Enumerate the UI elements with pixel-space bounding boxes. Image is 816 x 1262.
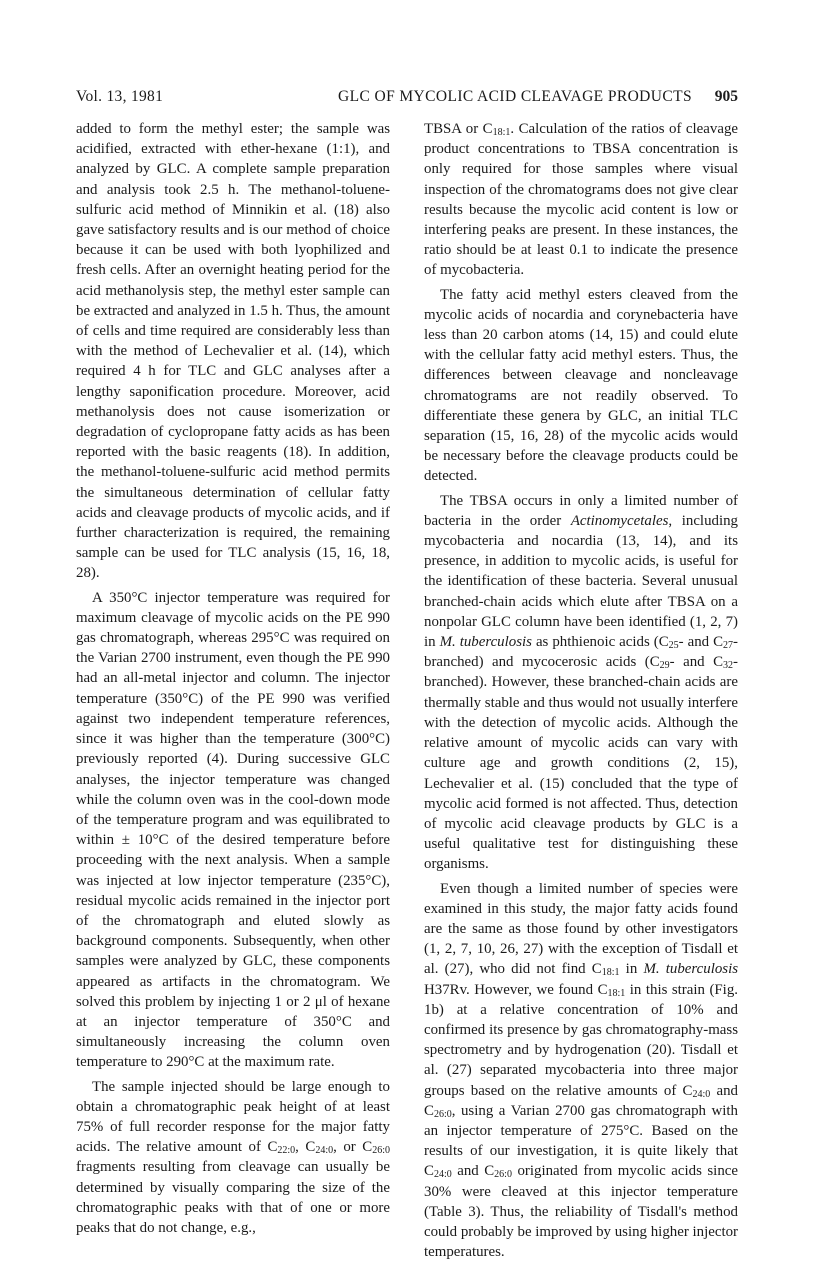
right-paragraph-3: The TBSA occurs in only a limited number of bacteria in the order Actinomycetales, including mycobacteria and nocardia (13, 14), and its presence, in addition to mycolic acids, is useful for the identification of these bacteria. Several unusual branched-chain acids which elute after TBSA on a nonpolar GLC column have been identified (1, 2, 7) in M. tuberculosis as phthienoic acids ($C_{25}-$ and $C_{27}-branched$) and mycocerosic acids ($C_{29}-$ and $C_{32}-branched$). However, these branched-chain acids are thermally stable and thus would not usually interfere with the detection of mycolic acids. Although the relative amount of mycolic acids can vary with culture age and growth conditions (2, 15), Lechevalier et al. (15) concluded that the type of mycolic acid formed is not affected. Thus, detection of mycolic acid cleavage products by GLC is a useful qualitative test for distinguishing these organisms. (424, 492, 739, 873)
right-column (424, 119, 738, 1262)
right-paragraph-1: TBSA or $C_{18:1}$. Calculation of the ratios of cleavage product concentrations to TBSA concentration is only required for those samples where visual inspection of the chromatograms does not give clear results because the mycolic acid content is low or interfering peaks are present. In these instances, the ratio should be at least 0.1 to indicate the presence of mycobacteria. (424, 121, 738, 279)
left-column (76, 119, 390, 1238)
right-paragraph-2: The fatty acid methyl esters cleaved from the mycolic acids of nocardia and corynebacteria have less than 20 carbon atoms (14, 15) and could elute with the cellular fatty acid methyl esters. Thus, the differences between cleavage and noncleavage chromatograms are not readily observed. To differentiate these genera by GLC, an initial TLC separation (15, 16, 28) of the mycolic acids would be necessary before the cleavage products could be detected. (424, 286, 738, 485)
running-title: GLC OF MYCOLIC ACID CLEAVAGE PRODUCTS (338, 88, 692, 105)
volume-label: Vol. 13, 1981 (76, 88, 164, 105)
left-paragraph-2: A 350°C injector temperature was required for maximum cleavage of mycolic acids on the PE 990 gas chromatograph, whereas 295°C was required on the Varian 2700 instrument, even though the PE 990 had an all-metal injector and column. The injector temperature (350°C) of the PE 990 was verified against two independent temperature references, since it was higher than the temperature (300°C) previously reported (4). During successive GLC analyses, the injector temperature was changed while the column oven was in the cool-down mode of the temperature program and was equilibrated to within ± 10°C of the desired temperature before proceeding with the next analysis. When a sample was injected at low injector temperature (235°C), residual mycolic acids remained in the injector port of the chromatograph and eluted slowly as background components. Subsequently, when other samples were analyzed by GLC, these components appeared as artifacts in the chromatogram. We solved this problem by injecting 1 or 2 μl of hexane at an injector temperature of 350°C and simultaneously increasing the column oven temperature to 290°C at the maximum rate. (76, 589, 390, 1071)
right-paragraph-4: Even though a limited number of species were examined in this study, the major fatty acids found are the same as those found by other investigators (1, 2, 7, 10, 26, 27) with the exception of Tisdall et al. (27), who did not find $C_{18:1}$ in M. tuberculosis H37Rv. However, we found $C_{18:1}$ in this strain (Fig. 1b) at a relative concentration of 10% and confirmed its presence by gas chromatography-mass spectrometry and by hydrogenation (20). Tisdall et al. (27) separated mycobacteria into three major groups based on the relative amounts of $C_{24:0}$ and $C_{26:0}$, using a Varian 2700 gas chromatograph with an injector temperature of 275°C. Based on the results of our investigation, it is quite likely that $C_{24:0}$ and $C_{26:0}$ originated from mycolic acids since 30% were cleaved at this injector temperature (Table 3). Thus, the reliability of Tisdall's method could probably be improved by using higher injector temperatures. (424, 880, 739, 1261)
page-number: 905 (714, 88, 738, 105)
running-header (76, 88, 738, 112)
left-paragraph-3: The sample injected should be large enough to obtain a chromatographic peak height of at least 75% of full recorder response for the major fatty acids. The relative amount of $C_{22:0}$, $C_{24:0}$, or $C_{26:0}$ fragments resulting from cleavage can usually be determined by visually comparing the size of the chromatographic peaks with that of one or more peaks that do not change, e.g., (76, 1078, 390, 1236)
left-paragraph-1: added to form the methyl ester; the sample was acidified, extracted with ether-hexane (1:1), and analyzed by GLC. A complete sample preparation and analysis took 2.5 h. The methanol-toluene-sulfuric acid method of Minnikin et al. (18) also gave satisfactory results and is our method of choice because it can be used with both lyophilized and fresh cells. After an overnight heating period for the acid methanolysis step, the methyl ester sample can be extracted and analyzed in 1.5 h. Thus, the amount of cells and time required are considerably less than with the method of Lechevalier et al. (14), which required 4 h for TLC and GLC analyses after a lengthy saponification procedure. Moreover, acid methanolysis does not cause isomerization or degradation of cyclopropane fatty acids as has been reported with the basic reagents (18). In addition, the methanol-toluene-sulfuric acid method permits the simultaneous determination of cellular fatty acids and cleavage products of mycolic acids, and if further characterization is required, the remaining sample can be used for TLC analysis (15, 16, 18, 28). (76, 121, 390, 582)
